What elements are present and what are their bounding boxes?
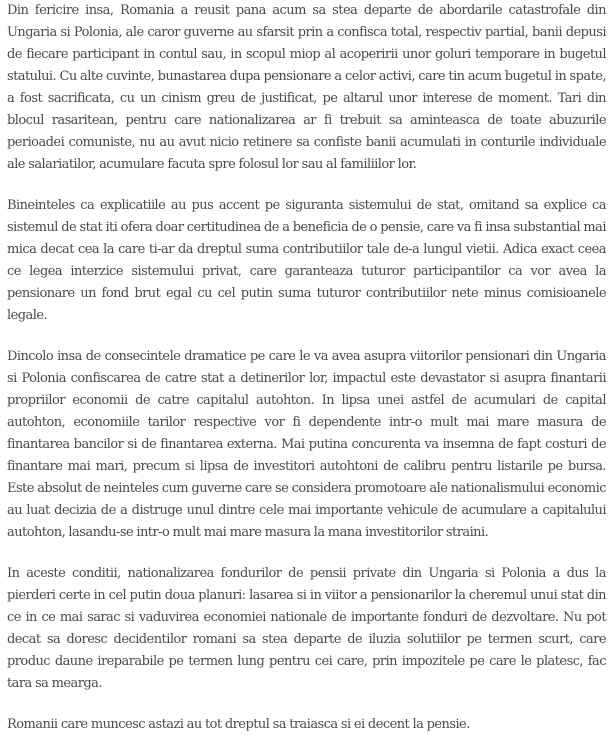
article-paragraph: Romanii care muncesc astazi au tot dreptul sa traiasca si ei decent la pensie. xyxy=(7,717,470,732)
article-paragraph: In aceste conditii, nationalizarea fondurilor de pensii private din Ungaria si Polonia a dus la pierderi certe in cel putin doua planuri: lasarea si in viitor a pensionarilor la cheremul unui stat din ce in ce mai sarac si vaduvirea economiei nationale de importante fonduri de dezvoltare. Nu pot decat sa doresc decidentilor romani sa stea departe de iluzia solutiilor pe termen scurt, care produc daune ireparabile pe termen lung pentru cei care, prin impozitele pe care le platesc, fac tara sa mearga. xyxy=(7,566,606,691)
article-paragraph: Din fericire insa, Romania a reusit pana acum sa stea departe de abordarile catastrofale din Ungaria si Polonia, ale caror guverne au sfarsit prin a confisca total, respectiv partial, banii depusi de fiecare participant in contul sau, in scopul miop al acoperirii unor goluri temporare in bugetul statului. Cu alte cuvinte, bunastarea dupa pensionare a celor activi, care tin acum bugetul in spate, a fost sacrificata, cu un cinism greu de justificat, pe altarul unor interese de moment. Tari din blocul rasaritean, pentru care nationalizarea ar fi trebuit sa aminteasca de toate abuzurile perioadei comuniste, nu au avut nicio retinere sa confiste banii acumulati in conturile individuale ale salariatilor, acumulare facuta spre folosul lor sau al familiilor lor. xyxy=(7,3,606,172)
article-paragraph: Dincolo insa de consecintele dramatice pe care le va avea asupra viitorilor pensionari din Ungaria si Polonia confiscarea de catre stat a detinerilor lor, impactul este devastator si asupra finantarii propriilor economii de catre capitalul autohton. In lipsa unei astfel de acumulari de capital autohton, economiile tarilor respective vor fi dependente intr-o mult mai mare masura de finantarea bancilor si de finantarea externa. Mai putina concurenta va insemna de fapt costuri de finantare mai mari, precum si lipsa de investitori autohtoni de calibru pentru listarile pe bursa. Este absolut de neinteles cum guverne care se considera promotoare ale nationalismului economic au luat decizia de a distruge unul dintre cele mai importante vehicule de acumulare a capitalului autohton, lasandu-se intr-o mult mai mare masura la mana investitorilor straini. xyxy=(7,349,606,540)
article-paragraph: Bineinteles ca explicatiile au pus accent pe siguranta sistemului de stat, omitand sa explice ca sistemul de stat iti ofera doar certitudinea de a beneficia de o pensie, care va fi insa substantial mai mica decat cea la care ti-ar da dreptul suma contributiilor tale de-a lungul vietii. Adica exact ceea ce legea interzice sistemului privat, care garanteaza tuturor participantilor ca vor avea la pensionare un fond brut egal cu cel putin suma tuturor contributiilor nete minus comisioanele legale. xyxy=(7,198,606,323)
